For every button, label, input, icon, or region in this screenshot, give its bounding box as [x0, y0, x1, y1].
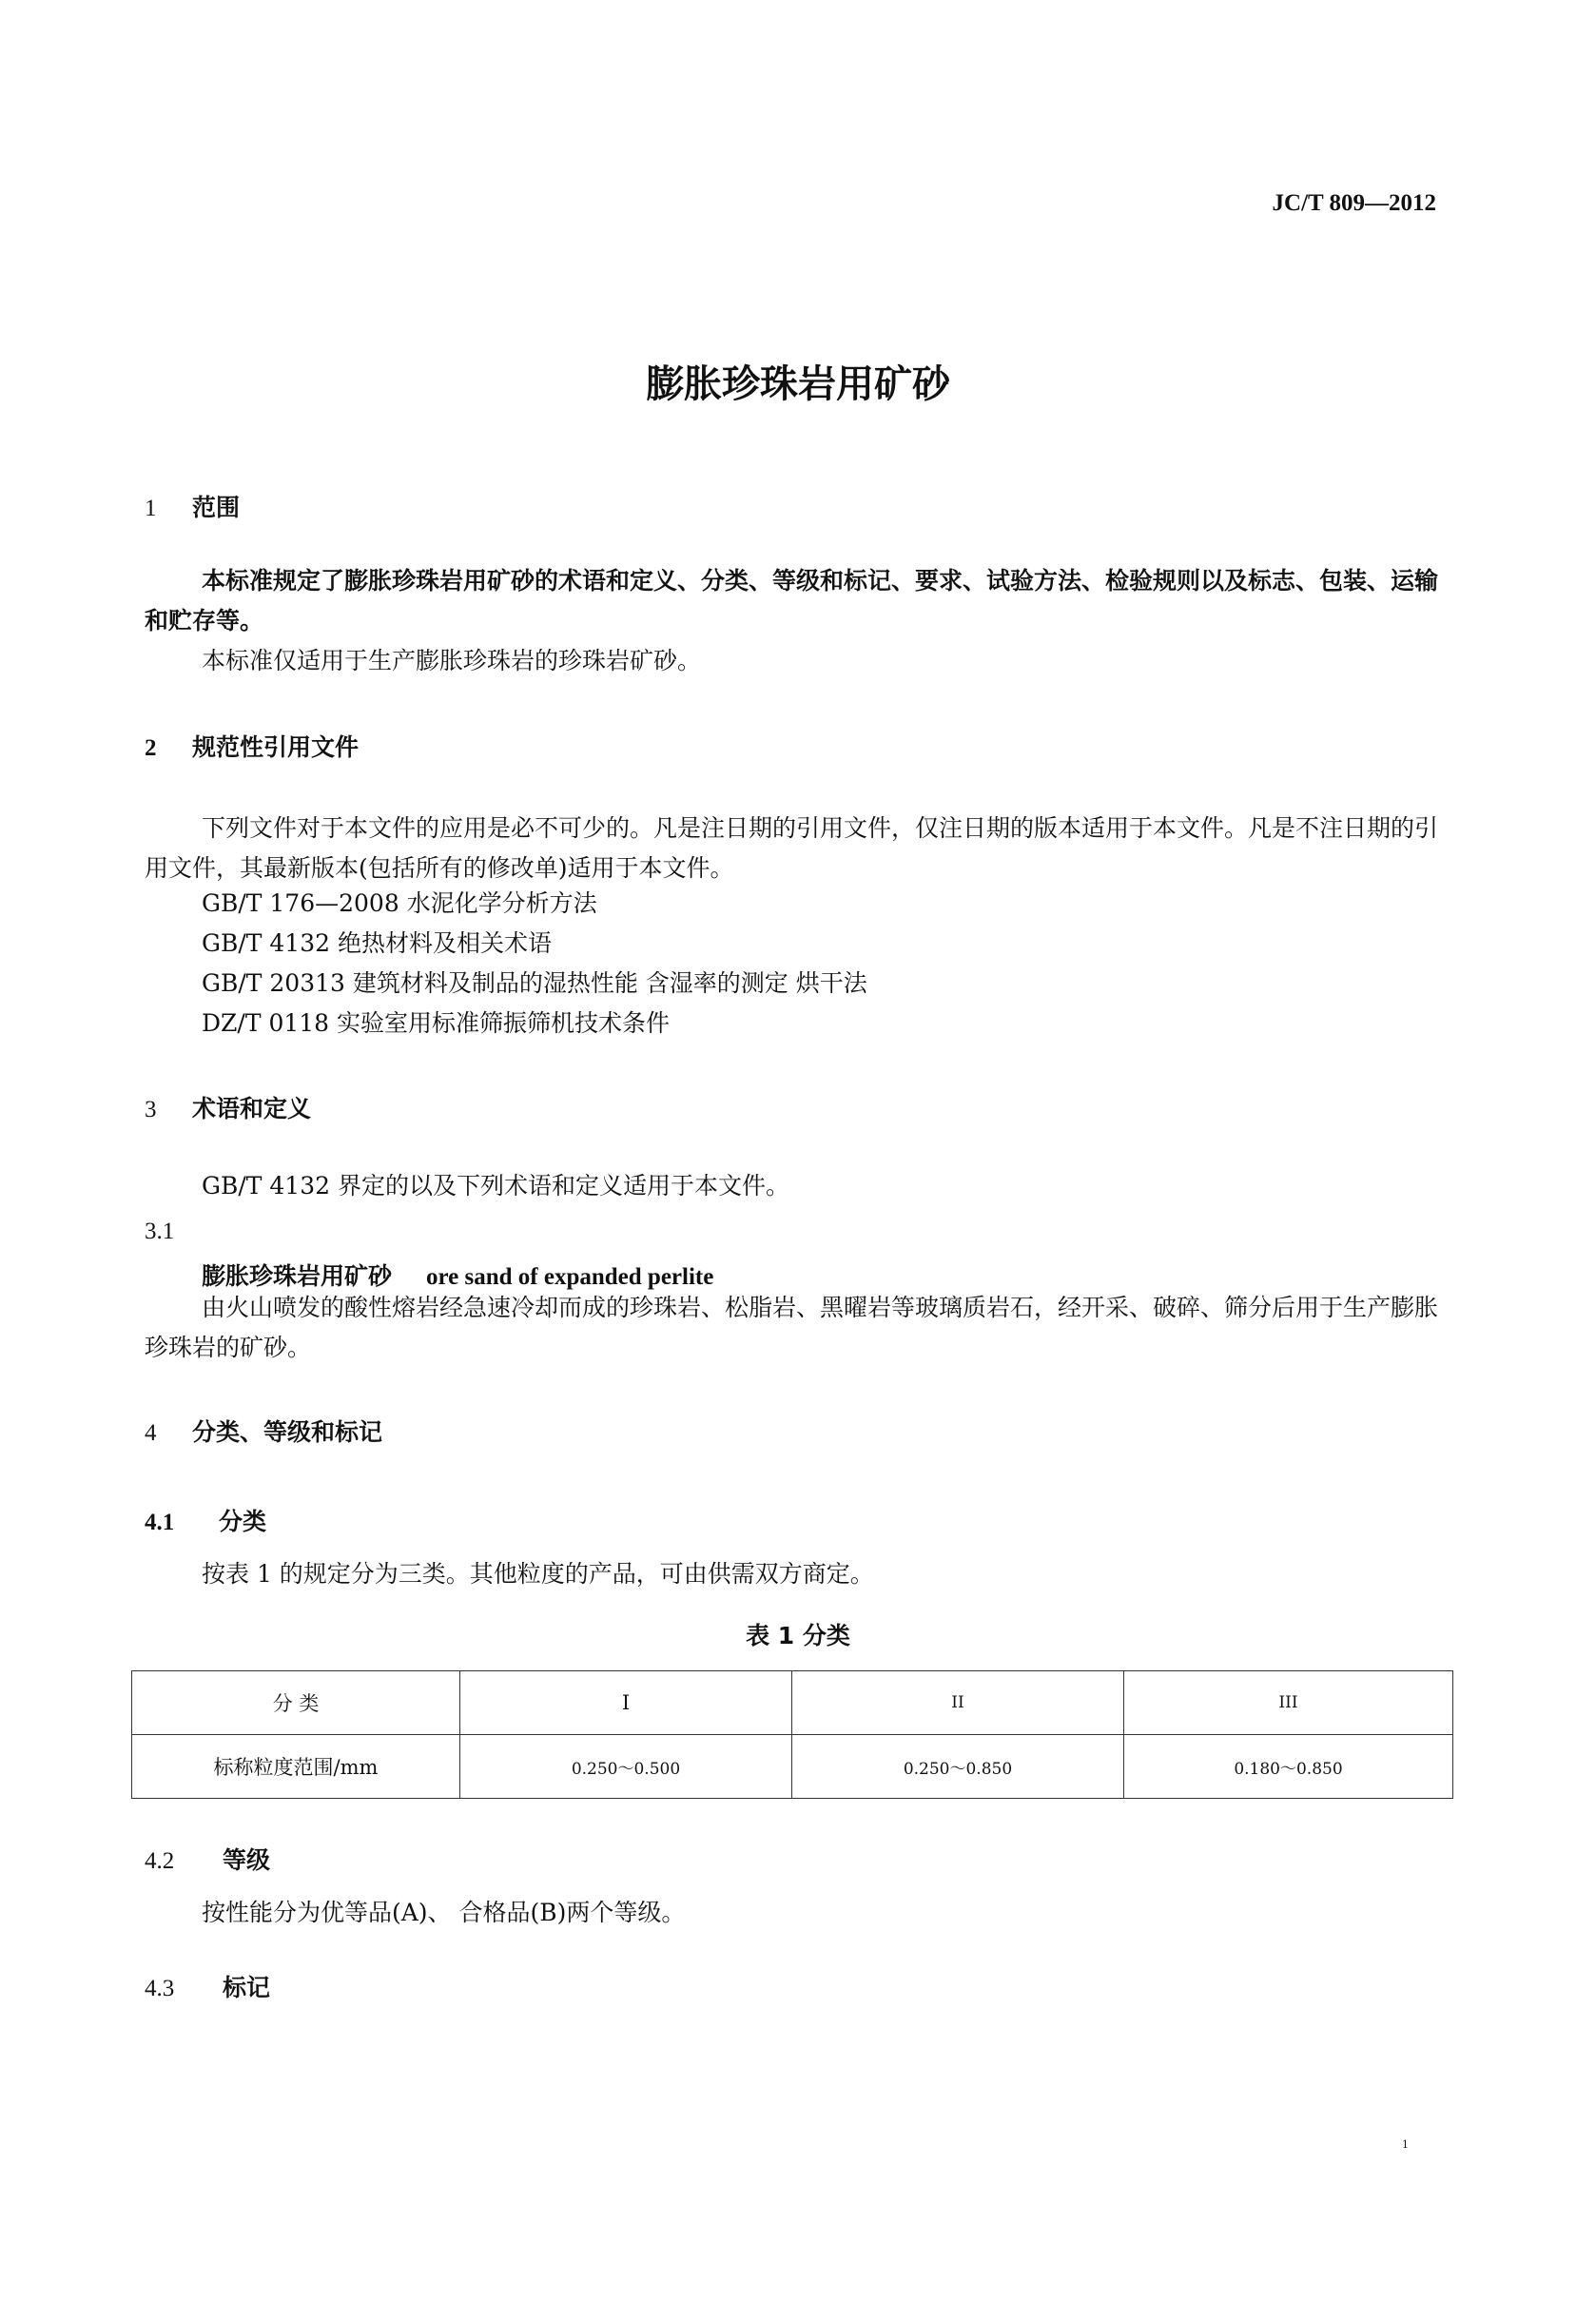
section-number: 2 — [145, 735, 157, 761]
standard-code: JC/T 809—2012 — [1272, 190, 1436, 216]
section-title: 范围 — [192, 494, 241, 521]
section-3-paragraph: GB/T 4132 界定的以及下列术语和定义适用于本文件。 — [202, 1172, 789, 1200]
table-header-cell: II — [792, 1671, 1124, 1735]
term-chinese: 膨胀珍珠岩用矿砂 — [202, 1262, 393, 1290]
section-number: 3 — [145, 1097, 157, 1122]
classification-table — [131, 1670, 1453, 1799]
term-definition: 由火山喷发的酸性熔岩经急速冷却而成的珍珠岩、松脂岩、黑曜岩等玻璃质岩石，经开采、破碎、筛分后用于生产膨胀珍珠岩的矿砂。 — [145, 1294, 1439, 1361]
table-cell: 0.250～0.850 — [792, 1735, 1124, 1799]
section-2-heading — [145, 729, 359, 763]
reference-item: DZ/T 0118 实验室用标准筛振筛机技术条件 — [202, 1009, 671, 1037]
document-title: 膨胀珍珠岩用矿砂 — [646, 362, 950, 406]
reference-item: GB/T 4132 绝热材料及相关术语 — [202, 929, 552, 957]
section-4-heading — [145, 1414, 382, 1448]
reference-item: GB/T 20313 建筑材料及制品的湿热性能 含湿率的测定 烘干法 — [202, 969, 867, 997]
section-4-2-heading — [145, 1842, 270, 1876]
section-1-paragraph-1: 本标准规定了膨胀珍珠岩用矿砂的术语和定义、分类、等级和标记、要求、试验方法、检验规则以及标志、包装、运输和贮存等。 — [145, 567, 1439, 634]
section-title: 标记 — [223, 1974, 271, 2001]
table-cell: 0.250～0.500 — [460, 1735, 792, 1799]
section-number: 4 — [145, 1420, 157, 1446]
section-1-heading — [145, 489, 240, 523]
section-4-3-heading — [145, 1969, 270, 2003]
table-cell: 0.180～0.850 — [1124, 1735, 1453, 1799]
section-number: 4.1 — [145, 1510, 175, 1535]
table-cell: 标称粒度范围/mm — [132, 1735, 460, 1799]
section-number: 4.3 — [145, 1976, 175, 2001]
table-header-cell: III — [1124, 1671, 1453, 1735]
page-number: 1 — [1402, 2138, 1409, 2151]
term-english: ore sand of expanded perlite — [426, 1264, 714, 1290]
section-number: 4.2 — [145, 1848, 175, 1874]
section-4-1-paragraph: 按表 1 的规定分为三类。其他粒度的产品，可由供需双方商定。 — [202, 1560, 874, 1588]
section-1-paragraph-2: 本标准仅适用于生产膨胀珍珠岩的珍珠岩矿砂。 — [202, 647, 702, 674]
section-4-1-heading — [145, 1503, 266, 1537]
section-3-heading — [145, 1090, 311, 1124]
section-title: 分类、等级和标记 — [192, 1418, 383, 1446]
section-title: 等级 — [223, 1846, 271, 1874]
table-caption: 表 1 分类 — [746, 1622, 850, 1649]
section-4-2-paragraph: 按性能分为优等品(A)、 合格品(B)两个等级。 — [202, 1899, 686, 1926]
table-header-cell: I — [460, 1671, 792, 1735]
subsection-number: 3.1 — [145, 1219, 175, 1244]
table-row — [132, 1735, 1453, 1799]
term-line — [202, 1258, 713, 1292]
table-header-row — [132, 1671, 1453, 1735]
section-number: 1 — [145, 496, 157, 521]
table-header-cell: 分 类 — [132, 1671, 460, 1735]
section-2-paragraph: 下列文件对于本文件的应用是必不可少的。凡是注日期的引用文件，仅注日期的版本适用于本文件。凡是不注日期的引用文件，其最新版本(包括所有的修改单)适用于本文件。 — [145, 814, 1439, 882]
reference-item: GB/T 176—2008 水泥化学分析方法 — [202, 889, 597, 917]
section-title: 术语和定义 — [192, 1095, 312, 1122]
section-title: 分类 — [219, 1508, 267, 1535]
section-title: 规范性引用文件 — [192, 733, 360, 761]
